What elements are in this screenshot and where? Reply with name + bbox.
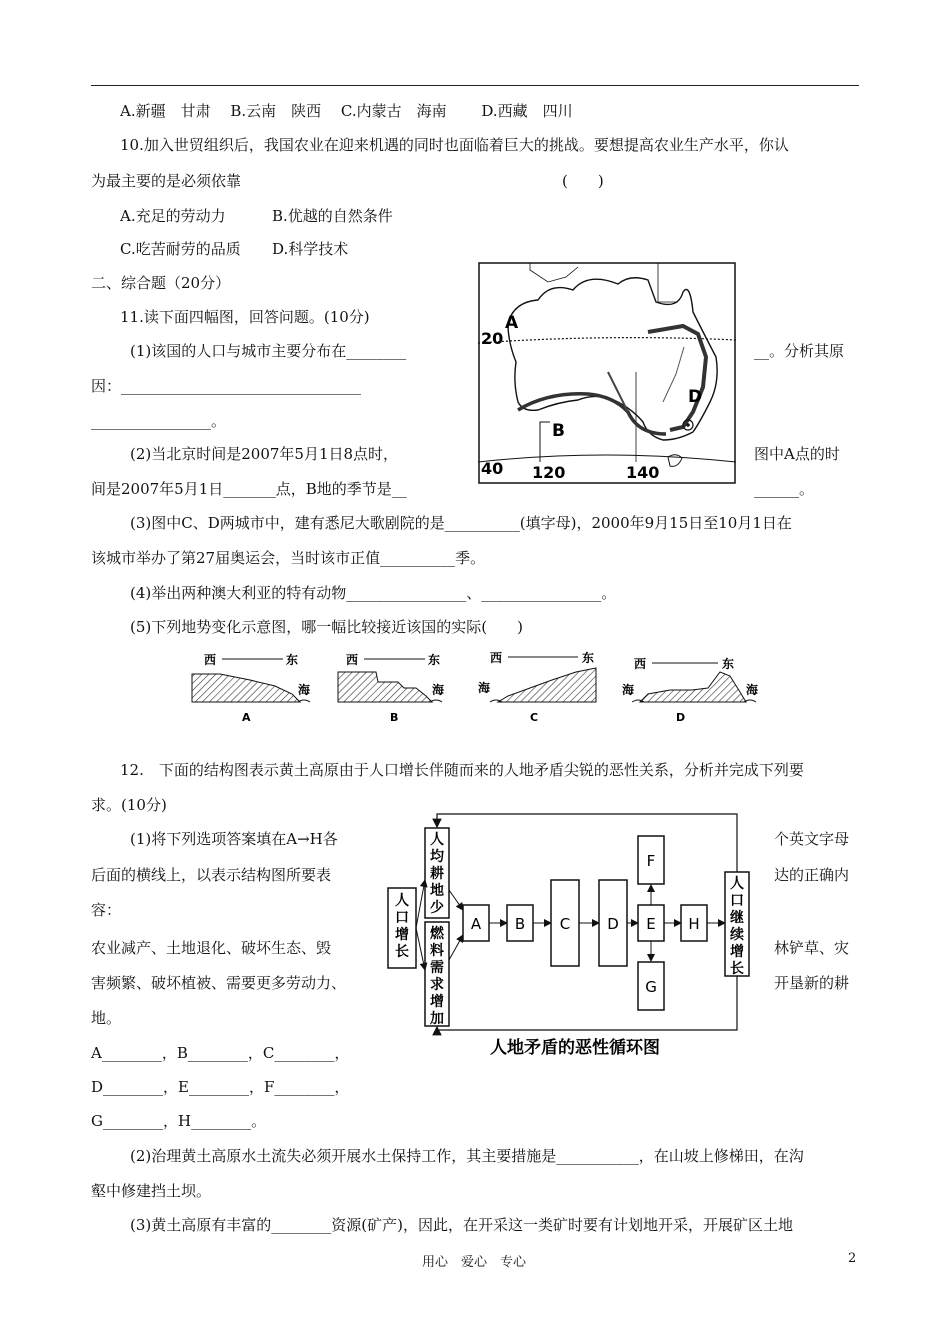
profile-a-right-sea: 海 [298,683,311,697]
top-rule [91,85,859,86]
q11-p1c: 因：________________________________ [91,377,362,395]
land-char-1: 人 [430,832,444,848]
profile-c-east: 东 [582,651,595,665]
profile-b-letter: B [390,711,399,724]
terrain-profiles [180,646,780,726]
q11-p3a: (3)图中C、D两城市中，建有悉尼大歌剧院的是__________(填字母)，2000年9月15日至10月1日在 [130,514,792,532]
cont-char-4: 续 [730,927,744,943]
q12-p1a: (1)将下列选项答案填在A→H各 [130,830,338,848]
map-label-a: A [505,313,519,333]
profile-b [338,652,445,724]
q12-line1: 12. 下面的结构图表示黄土高原由于人口增长伴随而来的人地矛盾尖锐的恶性关系，分析并完成下列要 [120,761,804,779]
box-f: F [646,852,656,870]
profile-a-letter: A [242,711,251,724]
q12-opts2b: 开垦新的耕 [774,974,850,992]
q11-p2c: 间是2007年5月1日_______点，B地的季节是__ [91,480,407,498]
q11-p1b: __。分析其原 [754,342,845,360]
q12-line2: 求。(10分) [91,796,167,814]
profile-b-east: 东 [428,653,441,667]
q12-p2a: (2)治理黄土高原水土流失必须开展水土保持工作，其主要措施是___________，在山坡上修梯田，在沟 [130,1147,804,1165]
q12-opts1b: 林铲草、灾 [774,939,850,957]
profile-d-east: 东 [722,657,735,671]
profile-a-east: 东 [286,653,299,667]
q12-p1b: 个英文字母 [774,830,850,848]
page-number: 2 [848,1251,857,1266]
fuel-char-3: 需 [430,960,444,976]
q11-p4: (4)举出两种澳大利亚的特有动物________________、________________。 [130,584,617,602]
land-char-2: 均 [430,849,444,865]
profile-d [622,656,759,724]
cont-char-6: 长 [730,961,744,977]
fuel-char-4: 求 [430,977,444,993]
profile-d-letter: D [676,711,686,724]
q11-p1a: (1)该国的人口与城市主要分布在________ [130,342,407,360]
profile-c-west: 西 [490,651,503,665]
q11-p2b: 图中A点的时 [754,445,840,463]
q12-blank2: D________，E________，F________， [91,1078,350,1096]
q11-p5: (5)下列地势变化示意图，哪一幅比较接近该国的实际( ) [130,618,523,636]
q11-p3b: 该城市举办了第27届奥运会，当时该市正值__________季。 [91,549,486,567]
pop-char-3: 增 [395,927,409,943]
fuel-char-6: 加 [430,1011,444,1027]
section-heading: 二、综合题（20分） [91,274,231,292]
box-a: A [470,915,482,933]
q10-bracket: ( ) [562,172,604,190]
profile-d-left-sea: 海 [622,683,635,697]
land-char-4: 地 [430,883,444,899]
cont-char-2: 口 [730,893,744,909]
q12-p1d: 达的正确内 [774,866,850,884]
box-h: H [688,915,700,933]
q12-opts1: 农业减产、土地退化、破坏生态、毁 [91,939,332,957]
profile-c-left-sea: 海 [478,681,491,695]
cont-char-1: 人 [730,876,744,892]
lat-40-label: 40 [481,459,504,478]
q10-option-d: D.科学技术 [272,240,349,258]
land-char-3: 耕 [430,866,444,882]
profile-a-west: 西 [204,653,217,667]
cont-char-3: 继 [730,910,744,926]
profile-c-letter: C [530,711,539,724]
q12-p1e: 容： [91,901,122,919]
lon-120-label: 120 [532,463,566,482]
fuel-char-1: 燃 [430,926,444,942]
q12-p1c: 后面的横线上，以表示结构图所要表 [91,866,332,884]
q10-line1: 10.加入世贸组织后，我国农业在迎来机遇的同时也面临着巨大的挑战。要想提高农业生产水平，你认 [120,136,789,154]
q10-option-b: B.优越的自然条件 [272,207,393,225]
lon-140-label: 140 [626,463,660,482]
pop-char-1: 人 [395,893,409,909]
q12-blank1: A________，B________，C________， [91,1044,350,1062]
australia-map [478,262,736,484]
diagram-caption: 人地矛盾的恶性循环图 [490,1038,660,1058]
q9-options: A.新疆 甘肃 B.云南 陕西 C.内蒙古 海南 D.西藏 四川 [120,102,573,120]
structure-diagram [385,810,755,1060]
cont-char-5: 增 [730,944,744,960]
fuel-char-2: 料 [430,943,444,959]
q11-p2a: (2)当北京时间是2007年5月1日8点时， [130,445,399,463]
q12-p2b: 壑中修建挡土坝。 [91,1182,212,1200]
q12-opts2: 害频繁、破坏植被、需要更多劳动力、 [91,974,347,992]
fuel-char-5: 增 [430,994,444,1010]
box-b: B [514,915,526,933]
q11-p1d: ________________。 [91,412,227,430]
box-c: C [559,915,571,933]
map-label-d: D [688,387,703,407]
profile-d-west: 西 [634,657,647,671]
q11-p2d: ______。 [754,480,815,498]
lat-20-label: 20 [481,329,504,348]
pop-char-4: 长 [395,944,409,960]
q12-p3: (3)黄土高原有丰富的________资源(矿产)，因此，在开采这一类矿时要有计划地开采，开展矿区土地 [130,1216,793,1234]
q10-line2: 为最主要的是必须依靠 [91,172,242,190]
q12-blank3: G________，H________。 [91,1112,267,1130]
q10-option-a: A.充足的劳动力 [120,207,226,225]
q11-title: 11.读下面四幅图，回答问题。(10分) [120,308,370,326]
profile-b-west: 西 [346,653,359,667]
map-label-b: B [552,421,565,441]
profile-d-right-sea: 海 [746,683,759,697]
box-e: E [646,915,656,933]
footer-motto: 用心 爱心 专心 [422,1255,527,1270]
pop-char-2: 口 [395,910,409,926]
profile-a [192,652,311,724]
land-char-5: 少 [430,900,444,916]
q10-option-c: C.吃苦耐劳的品质 [120,240,241,258]
profile-c [478,650,596,724]
box-d: D [607,915,619,933]
box-g: G [645,978,657,996]
q12-opts3: 地。 [91,1009,122,1027]
profile-b-right-sea: 海 [432,683,445,697]
